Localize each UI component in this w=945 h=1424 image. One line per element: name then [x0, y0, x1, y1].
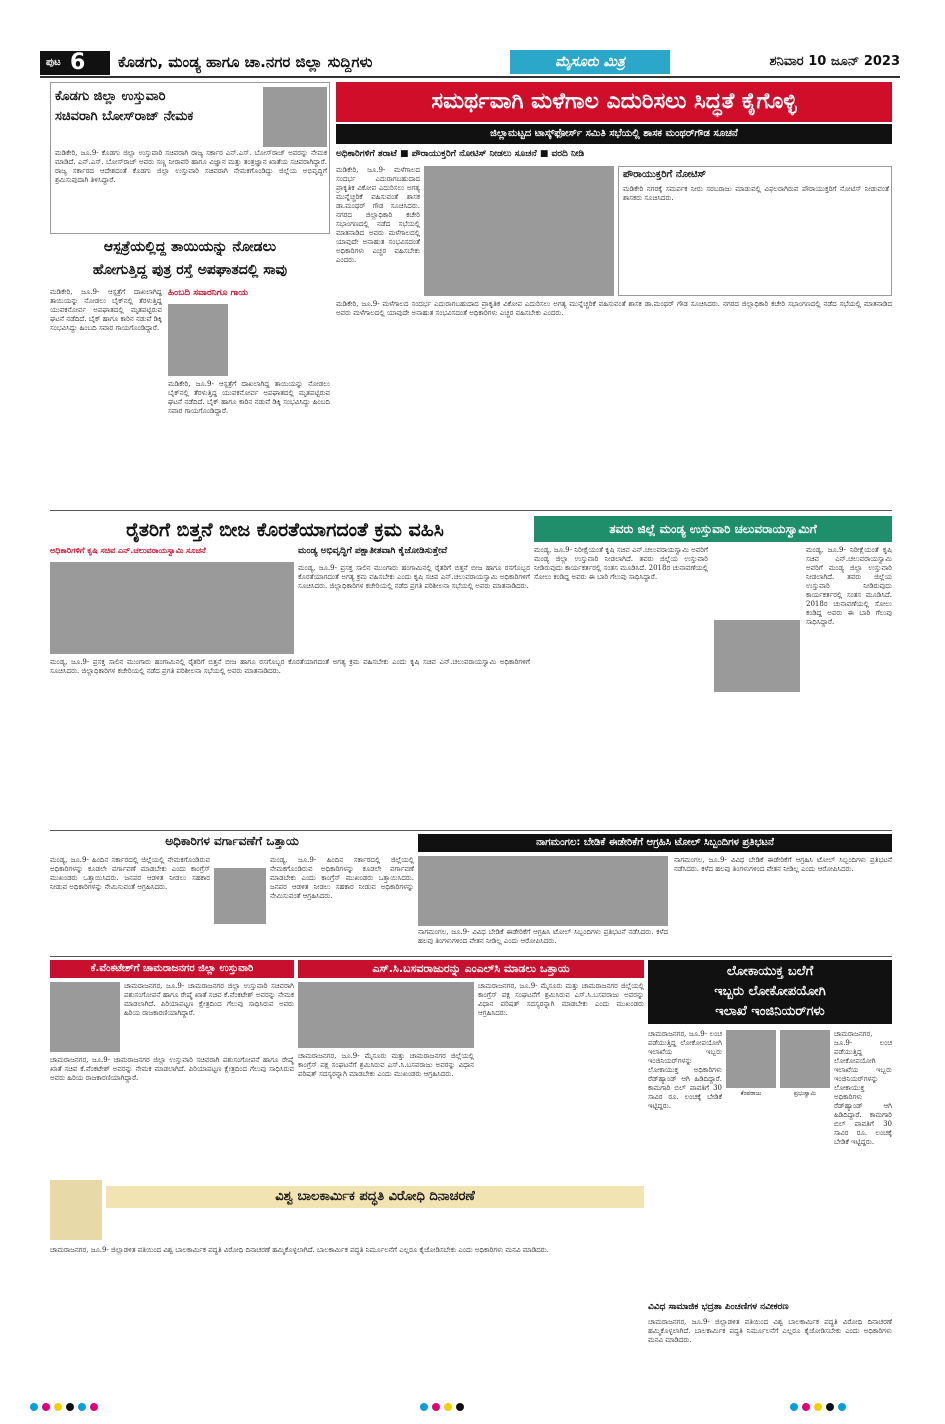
seed-meeting-photo [50, 562, 294, 654]
toll-protest-photo [418, 856, 668, 926]
tag-2: ಪೌರಾಯುಕ್ತರಿಗೆ ನೋಟಿಸ್ ನೀಡಲು ಸೂಚನೆ [411, 149, 537, 159]
kodagu-headline: ಕೊಡಗು ಜಿಲ್ಲಾ ಉಸ್ತುವಾರಿ ಸಚಿವರಾಗಿ ಬೋಸ್‌ರಾಜ್ ನೇಮಕ [55, 89, 194, 124]
lokayukta-body-2: ಚಾಮರಾಜನಗರ, ಜೂ.9- ಲಂಚ ಪಡೆಯುತ್ತಿದ್ದ ಲೋಕೋಪಯೋಗಿ ಇಲಾಖೆಯ ಇಬ್ಬರು ಇಂಜಿನಿಯರ್‌ಗಳನ್ನು ಲೋಕಾಯುಕ್ತ ಅಧಿಕಾರಿಗಳು ರೆಡ್‌ಹ್ಯಾಂಡ್ ಆಗಿ ಹಿಡಿದಿದ್ದಾರೆ. ಕಾಮಗಾರಿ ಬಿಲ್ ಪಾವತಿಗೆ 30 ಸಾವಿರ ರೂ. ಲಂಚಕ್ಕೆ ಬೇಡಿಕೆ ಇಟ್ಟಿದ್ದರು. [834, 1030, 895, 1146]
chamarajanagar-body: ಚಾಮರಾಜನಗರ, ಜೂ.9- ಚಾಮರಾಜನಗರ ಜಿಲ್ಲಾ ಉಸ್ತುವಾರಿ ಸಚಿವರಾಗಿ ಪಶುಸಂಗೋಪನೆ ಹಾಗೂ ರೇಷ್ಮೆ ಖಾತೆ ಸಚಿವ ಕೆ.ವೆಂಕಟೇಶ್ ಅವರನ್ನು ನೇಮಕ ಮಾಡಲಾಗಿದೆ. ಪಿರಿಯಾಪಟ್ಟಣ ಕ್ಷೇತ್ರದಿಂದ ಗೆಲುವು ಸಾಧಿಸಿರುವ ಅವರು ಹಿರಿಯ ರಾಜಕಾರಣಿಯಾಗಿದ್ದಾರೆ. [124, 982, 297, 1017]
page-header [40, 48, 900, 78]
lokayukta-headline: ಲೋಕಾಯುಕ್ತ ಬಲೆಗೆ ಇಬ್ಬರು ಲೋಕೋಪಯೋಗಿ ಇಲಾಖೆ ಇಂಜಿನಿಯರ್‌ಗಳು [648, 960, 892, 1024]
childlabour-headline: ವಿಶ್ವ ಬಾಲಕಾರ್ಮಿಕ ಪದ್ಧತಿ ವಿರೋಧಿ ದಿನಾಚರಣೆ [106, 1186, 644, 1208]
seed-side-title: ಮಂಡ್ಯ ಅಭಿವೃದ್ಧಿಗೆ ಪಕ್ಷಾತೀತವಾಗಿ ಕೈಜೋಡಿಸುತ್ತೇವೆ [298, 546, 448, 556]
lokayukta-body: ಚಾಮರಾಜನಗರ, ಜೂ.9- ಲಂಚ ಪಡೆಯುತ್ತಿದ್ದ ಲೋಕೋಪಯೋಗಿ ಇಲಾಖೆಯ ಇಬ್ಬರು ಇಂಜಿನಿಯರ್‌ಗಳನ್ನು ಲೋಕಾಯುಕ್ತ ಅಧಿಕಾರಿಗಳು ರೆಡ್‌ಹ್ಯಾಂಡ್ ಆಗಿ ಹಿಡಿದಿದ್ದಾರೆ. ಕಾಮಗಾರಿ ಬಿಲ್ ಪಾವತಿಗೆ 30 ಸಾವಿರ ರೂ. ಲಂಚಕ್ಕೆ ಬೇಡಿಕೆ ಇಟ್ಟಿದ್ದರು. [648, 1030, 725, 1110]
main-meeting-photo [424, 166, 614, 296]
transfer-photo [214, 868, 266, 924]
pension-body: ಚಾಮರಾಜನಗರ, ಜೂ.9- ಜಿಲ್ಲಾಡಳಿತ ವತಿಯಿಂದ ವಿಶ್ವ ಬಾಲಕಾರ್ಮಿಕ ಪದ್ಧತಿ ವಿರೋಧಿ ದಿನಾಚರಣೆ ಹಮ್ಮಿಕೊಳ್ಳಲಾಗಿದೆ. ಬಾಲಕಾರ್ಮಿಕ ಪದ್ಧತಿ ನಿರ್ಮೂಲನೆಗೆ ಎಲ್ಲರೂ ಕೈಜೋಡಿಸಬೇಕು ಎಂದು ಅಧಿಕಾರಿಗಳು ಮನವಿ ಮಾಡಿದರು. [648, 1318, 895, 1344]
mandya-incharge-photo [714, 620, 800, 692]
kodagu-article [50, 82, 330, 234]
mlc-article [298, 960, 647, 1176]
registration-dots-right [790, 1396, 930, 1408]
notice-title: ಪೌರಾಯುಕ್ತರಿಗೆ ನೋಟಿಸ್ [623, 169, 707, 180]
page-number: 6 [70, 50, 86, 75]
page-number-box [40, 51, 110, 75]
kodagu-body: ಮಡಿಕೇರಿ, ಜೂ.9- ಕೊಡಗು ಜಿಲ್ಲಾ ಉಸ್ತುವಾರಿ ಸಚಿವರಾಗಿ ರಾಜ್ಯ ಸರ್ಕಾರ ಎನ್.ಎಸ್. ಬೋಸ್‌ರಾಜ್ ಅವರನ್ನು ನೇಮಕ ಮಾಡಿದೆ. ಎನ್.ಎಸ್. ಬೋಸ್‌ರಾಜ್ ಅವರು ಸಣ್ಣ ನೀರಾವರಿ ಹಾಗೂ ವಿಜ್ಞಾನ ಮತ್ತು ತಂತ್ರಜ್ಞಾನ ಖಾತೆಯ ಸಚಿವರಾಗಿದ್ದಾರೆ. ರಾಜ್ಯ ಸರ್ಕಾರದ ಆದೇಶದಂತೆ ಕೊಡಗು ಜಿಲ್ಲಾ ಉಸ್ತುವಾರಿ ಸಚಿವರಾಗಿ ನೇಮಕಗೊಂಡಿದ್ದು ಜಿಲ್ಲೆಯ ಅಭಿವೃದ್ಧಿಗೆ ಶ್ರಮಿಸುವುದಾಗಿ ತಿಳಿಸಿದ್ದಾರೆ. [55, 149, 330, 184]
transfer-body: ಮಂಡ್ಯ, ಜೂ.9- ಹಿಂದಿನ ಸರ್ಕಾರದಲ್ಲಿ ಜಿಲ್ಲೆಯಲ್ಲಿ ನೇಮಕಗೊಂಡಿರುವ ಅಧಿಕಾರಿಗಳನ್ನು ಕೂಡಲೇ ವರ್ಗಾವಣೆ ಮಾಡಬೇಕು ಎಂದು ಕಾಂಗ್ರೆಸ್ ಮುಖಂಡರು ಒತ್ತಾಯಿಸಿದರು. ಜನಪರ ಆಡಳಿತ ನೀಡಲು ಸಹಕಾರ ನೀಡುವ ಅಧಿಕಾರಿಗಳನ್ನು ನೇಮಿಸುವಂತೆ ಆಗ್ರಹಿಸಿದರು. [50, 856, 213, 891]
section-title: ಕೊಡಗು, ಮಂಡ್ಯ ಹಾಗೂ ಚಾ.ನಗರ ಜಿಲ್ಲಾ ಸುದ್ದಿಗಳು [118, 53, 373, 71]
tag-3: ವರದಿ ನೀಡಿ [551, 149, 585, 159]
toll-headline: ನಾಗಮಂಗಲ: ಬೇಡಿಕೆ ಈಡೇರಿಕೆಗೆ ಆಗ್ರಹಿಸಿ ಟೋಲ್ ಸಿಬ್ಬಂದಿಗಳ ಪ್ರತಿಭಟನೆ [418, 834, 892, 852]
main-body-columns: ಮಡಿಕೇರಿ, ಜೂ.9- ಮಳೆಗಾಲದ ಸಂದರ್ಭ ಎದುರಾಗಬಹುದಾದ ಪ್ರಾಕೃತಿಕ ವಿಕೋಪ ಎದುರಿಸಲು ಅಗತ್ಯ ಮುನ್ನೆಚ್ಚರಿಕೆ ವಹಿಸುವಂತೆ ಶಾಸಕ ಡಾ.ಮಂಥರ್ ಗೌಡ ಸೂಚಿಸಿದರು. ನಗರದ ಜಿಲ್ಲಾಧಿಕಾರಿ ಕಚೇರಿ ಸಭಾಂಗಣದಲ್ಲಿ ನಡೆದ ಸಭೆಯಲ್ಲಿ ಮಾತನಾಡಿದ ಅವರು ಮಳೆಗಾಲದಲ್ಲಿ ಯಾವುದೇ ಅನಾಹುತ ಸಂಭವಿಸದಂತೆ ಅಧಿಕಾರಿಗಳು ಎಚ್ಚರ ವಹಿಸಬೇಕು ಎಂದರು. [336, 300, 895, 317]
divider-3 [50, 956, 892, 957]
seed-body: ಮಂಡ್ಯ, ಜೂ.9- ಪ್ರಸಕ್ತ ಸಾಲಿನ ಮುಂಗಾರು ಹಂಗಾಮಿನಲ್ಲಿ ರೈತರಿಗೆ ಬಿತ್ತನೆ ಬೀಜ ಹಾಗೂ ರಸಗೊಬ್ಬರ ಕೊರತೆಯಾಗದಂತೆ ಅಗತ್ಯ ಕ್ರಮ ವಹಿಸಬೇಕು ಎಂದು ಕೃಷಿ ಸಚಿವ ಎನ್.ಚಲುವರಾಯಸ್ವಾಮಿ ಅಧಿಕಾರಿಗಳಿಗೆ ಸೂಚಿಸಿದರು. ಜಿಲ್ಲಾಧಿಕಾರಿಗಳ ಕಚೇರಿಯಲ್ಲಿ ನಡೆದ ಪ್ರಗತಿ ಪರಿಶೀಲನಾ ಸಭೆಯಲ್ಲಿ ಅವರು ಮಾತನಾಡಿದರು. [50, 658, 533, 675]
accident-headline: ಆಸ್ಪತ್ರೆಯಲ್ಲಿದ್ದ ತಾಯಿಯನ್ನು ನೋಡಲು ಹೋಗುತ್ತಿದ್ದ ಪುತ್ರ ರಸ್ತೆ ಅಪಘಾತದಲ್ಲಿ ಸಾವು [92, 239, 288, 278]
lokayukta-article [648, 960, 895, 1300]
masthead: ಮೈಸೂರು ಮಿತ್ರ [510, 50, 670, 74]
mlc-body: ಚಾಮರಾಜನಗರ, ಜೂ.9- ಮೈಸೂರು ಮತ್ತು ಚಾಮರಾಜನಗರ ಜಿಲ್ಲೆಯಲ್ಲಿ ಕಾಂಗ್ರೆಸ್ ಪಕ್ಷ ಸಂಘಟನೆಗೆ ಶ್ರಮಿಸಿರುವ ಎಸ್.ಸಿ.ಬಸವರಾಜು ಅವರನ್ನು ವಿಧಾನ ಪರಿಷತ್ ಸದಸ್ಯರನ್ನಾಗಿ ಮಾಡಬೇಕು ಎಂದು ಮುಖಂಡರು ಆಗ್ರಹಿಸಿದರು. [478, 982, 647, 1017]
mlc-photo [298, 982, 474, 1048]
accident-body: ಮಡಿಕೇರಿ, ಜೂ.9- ಆಸ್ಪತ್ರೆಗೆ ದಾಖಲಾಗಿದ್ದ ತಾಯಿಯನ್ನು ನೋಡಲು ಬೈಕ್‌ನಲ್ಲಿ ತೆರಳುತ್ತಿದ್ದ ಯುವಕನೋರ್ವ ಅಪಘಾತದಲ್ಲಿ ಮೃತಪಟ್ಟಿರುವ ಘಟನೆ ನಡೆದಿದೆ. ಬೈಕ್ ಹಾಗೂ ಕಾರಿನ ನಡುವೆ ಡಿಕ್ಕಿ ಸಂಭವಿಸಿದ್ದು ಹಿಂಬದಿ ಸವಾರ ಗಾಯಗೊಂಡಿದ್ದಾರೆ. [50, 288, 165, 332]
lokayukta-caption-1: ಕೆಂಪರಾಜು [740, 1090, 762, 1097]
tag-1: ಅಧಿಕಾರಿಗಳಿಗೆ ತರಾಟೆ [336, 149, 397, 159]
seed-side-body: ಮಂಡ್ಯ, ಜೂ.9- ಪ್ರಸಕ್ತ ಸಾಲಿನ ಮುಂಗಾರು ಹಂಗಾಮಿನಲ್ಲಿ ರೈತರಿಗೆ ಬಿತ್ತನೆ ಬೀಜ ಹಾಗೂ ರಸಗೊಬ್ಬರ ಕೊರತೆಯಾಗದಂತೆ ಅಗತ್ಯ ಕ್ರಮ ವಹಿಸಬೇಕು ಎಂದು ಕೃಷಿ ಸಚಿವ ಎನ್.ಚಲುವರಾಯಸ್ವಾಮಿ ಅಧಿಕಾರಿಗಳಿಗೆ ಸೂಚಿಸಿದರು. ಜಿಲ್ಲಾಧಿಕಾರಿಗಳ ಕಚೇರಿಯಲ್ಲಿ ನಡೆದ ಪ್ರಗತಿ ಪರಿಶೀಲನಾ ಸಭೆಯಲ್ಲಿ ಅವರು ಮಾತನಾಡಿದರು. [298, 564, 533, 590]
accident-body-2: ಮಡಿಕೇರಿ, ಜೂ.9- ಆಸ್ಪತ್ರೆಗೆ ದಾಖಲಾಗಿದ್ದ ತಾಯಿಯನ್ನು ನೋಡಲು ಬೈಕ್‌ನಲ್ಲಿ ತೆರಳುತ್ತಿದ್ದ ಯುವಕನೋರ್ವ ಅಪಘಾತದಲ್ಲಿ ಮೃತಪಟ್ಟಿರುವ ಘಟನೆ ನಡೆದಿದೆ. ಬೈಕ್ ಹಾಗೂ ಕಾರಿನ ನಡುವೆ ಡಿಕ್ಕಿ ಸಂಭವಿಸಿದ್ದು ಹಿಂಬದಿ ಸವಾರ ಗಾಯಗೊಂಡಿದ್ದಾರೆ. [168, 380, 333, 415]
toll-body: ನಾಗಮಂಗಲ, ಜೂ.9- ವಿವಿಧ ಬೇಡಿಕೆ ಈಡೇರಿಕೆಗೆ ಆಗ್ರಹಿಸಿ ಟೋಲ್ ಸಿಬ್ಬಂದಿಗಳು ಪ್ರತಿಭಟನೆ ನಡೆಸಿದರು. ಕಳೆದ ಹಲವು ತಿಂಗಳುಗಳಿಂದ ವೇತನ ನೀಡಿಲ್ಲ ಎಂದು ಆರೋಪಿಸಿದರು. [674, 856, 895, 873]
lokayukta-caption-2: ಪ್ರಭುಸ್ವಾಮಿ [793, 1090, 817, 1097]
toll-article [418, 834, 895, 954]
chamarajanagar-body-2: ಚಾಮರಾಜನಗರ, ಜೂ.9- ಚಾಮರಾಜನಗರ ಜಿಲ್ಲಾ ಉಸ್ತುವಾರಿ ಸಚಿವರಾಗಿ ಪಶುಸಂಗೋಪನೆ ಹಾಗೂ ರೇಷ್ಮೆ ಖಾತೆ ಸಚಿವ ಕೆ.ವೆಂಕಟೇಶ್ ಅವರನ್ನು ನೇಮಕ ಮಾಡಲಾಗಿದೆ. ಪಿರಿಯಾಪಟ್ಟಣ ಕ್ಷೇತ್ರದಿಂದ ಗೆಲುವು ಸಾಧಿಸಿರುವ ಅವರು ಹಿರಿಯ ರಾಜಕಾರಣಿಯಾಗಿದ್ದಾರೆ. [50, 1056, 297, 1082]
kodagu-photo [263, 87, 327, 147]
divider-1 [50, 510, 892, 511]
chamarajanagar-headline: ಕೆ.ವೆಂಕಟೇಶ್‌ಗೆ ಚಾಮರಾಜನಗರ ಜಿಲ್ಲಾ ಉಸ್ತುವಾರಿ [50, 960, 294, 978]
mandya-incharge-body: ಮಂಡ್ಯ, ಜೂ.9- ನಿರೀಕ್ಷೆಯಂತೆ ಕೃಷಿ ಸಚಿವ ಎನ್.ಚಲುವರಾಯಸ್ವಾಮಿ ಅವರಿಗೆ ಮಂಡ್ಯ ಜಿಲ್ಲಾ ಉಸ್ತುವಾರಿ ನೀಡಲಾಗಿದೆ. ತವರು ಜಿಲ್ಲೆಯ ಉಸ್ತುವಾರಿ ನೀಡಿರುವುದು ಕಾರ್ಯಕರ್ತರಲ್ಲಿ ಸಂತಸ ಮೂಡಿಸಿದೆ. 2018ರ ಚುನಾವಣೆಯಲ್ಲಿ ಸೋಲು ಕಂಡಿದ್ದ ಅವರು ಈ ಬಾರಿ ಗೆಲುವು ಸಾಧಿಸಿದ್ದಾರೆ. [534, 546, 711, 581]
accident-sub: ಹಿಂಬದಿ ಸವಾರನಿಗೂ ಗಾಯ [168, 288, 249, 298]
lokayukta-photo-1 [726, 1030, 776, 1088]
accident-article [50, 236, 333, 506]
transfer-headline: ಅಧಿಕಾರಿಗಳ ವರ್ಗಾವಣೆಗೆ ಒತ್ತಾಯ [165, 834, 299, 848]
main-subbanner: ಜಿಲ್ಲಾಮಟ್ಟದ ಟಾಸ್ಕ್‌ಫೋರ್ಸ್ ಸಮಿತಿ ಸಭೆಯಲ್ಲಿ ಶಾಸಕ ಮಂಥರ್‌ಗೌಡ ಸೂಚನೆ [336, 124, 892, 144]
issue-date: ಶನಿವಾರ 10 ಜೂನ್ 2023 [769, 54, 900, 69]
registration-dots-center [420, 1396, 530, 1408]
main-banner: ಸಮರ್ಥವಾಗಿ ಮಳೆಗಾಲ ಎದುರಿಸಲು ಸಿದ್ಧತೆ ಕೈಗೊಳ್ಳಿ [336, 82, 892, 122]
mandya-incharge-article [534, 516, 895, 826]
seed-sub: ಅಧಿಕಾರಿಗಳಿಗೆ ಕೃಷಿ ಸಚಿವ ಎನ್.ಚಲುವರಾಯಸ್ವಾಮಿ ಸೂಚನೆ [50, 546, 206, 555]
page-label: ಪುಟ [46, 57, 61, 68]
childlabour-body: ಚಾಮರಾಜನಗರ, ಜೂ.9- ಜಿಲ್ಲಾಡಳಿತ ವತಿಯಿಂದ ವಿಶ್ವ ಬಾಲಕಾರ್ಮಿಕ ಪದ್ಧತಿ ವಿರೋಧಿ ದಿನಾಚರಣೆ ಹಮ್ಮಿಕೊಳ್ಳಲಾಗಿದೆ. ಬಾಲಕಾರ್ಮಿಕ ಪದ್ಧತಿ ನಿರ್ಮೂಲನೆಗೆ ಎಲ್ಲರೂ ಕೈಜೋಡಿಸಬೇಕು ಎಂದು ಅಧಿಕಾರಿಗಳು ಮನವಿ ಮಾಡಿದರು. [50, 1246, 549, 1254]
transfer-article [50, 834, 417, 954]
accident-victim-photo [168, 304, 228, 376]
childlabour-article [50, 1180, 644, 1380]
main-tags: ಅಧಿಕಾರಿಗಳಿಗೆ ತರಾಟೆ ■ ಪೌರಾಯುಕ್ತರಿಗೆ ನೋಟಿಸ್ ನೀಡಲು ಸೂಚನೆ ■ ವರದಿ ನೀಡಿ [336, 149, 585, 159]
transfer-body-2: ಮಂಡ್ಯ, ಜೂ.9- ಹಿಂದಿನ ಸರ್ಕಾರದಲ್ಲಿ ಜಿಲ್ಲೆಯಲ್ಲಿ ನೇಮಕಗೊಂಡಿರುವ ಅಧಿಕಾರಿಗಳನ್ನು ಕೂಡಲೇ ವರ್ಗಾವಣೆ ಮಾಡಬೇಕು ಎಂದು ಕಾಂಗ್ರೆಸ್ ಮುಖಂಡರು ಒತ್ತಾಯಿಸಿದರು. ಜನಪರ ಆಡಳಿತ ನೀಡಲು ಸಹಕಾರ ನೀಡುವ ಅಧಿಕಾರಿಗಳನ್ನು ನೇಮಿಸುವಂತೆ ಆಗ್ರಹಿಸಿದರು. [270, 856, 417, 900]
childlabour-illustration [50, 1180, 102, 1240]
mandya-incharge-headline: ತವರು ಜಿಲ್ಲೆ ಮಂಡ್ಯ ಉಸ್ತುವಾರಿ ಚಲುವರಾಯಸ್ವಾಮಿಗೆ [534, 516, 892, 542]
notice-body: ಮಡಿಕೇರಿ ನಗರಕ್ಕೆ ಸಮರ್ಪಕ ನೀರು ಸರಬರಾಜು ಮಾಡುವಲ್ಲಿ ವಿಫಲರಾಗಿರುವ ಪೌರಾಯುಕ್ತರಿಗೆ ನೋಟಿಸ್ ನೀಡುವಂತೆ ಶಾಸಕರು ಸೂಚಿಸಿದರು. [623, 185, 892, 202]
registration-dots-left [30, 1396, 190, 1408]
toll-body-2: ನಾಗಮಂಗಲ, ಜೂ.9- ವಿವಿಧ ಬೇಡಿಕೆ ಈಡೇರಿಕೆಗೆ ಆಗ್ರಹಿಸಿ ಟೋಲ್ ಸಿಬ್ಬಂದಿಗಳು ಪ್ರತಿಭಟನೆ ನಡೆಸಿದರು. ಕಳೆದ ಹಲವು ತಿಂಗಳುಗಳಿಂದ ವೇತನ ನೀಡಿಲ್ಲ ಎಂದು ಆರೋಪಿಸಿದರು. [418, 928, 671, 945]
chamarajanagar-article [50, 960, 297, 1176]
mlc-headline: ಎಸ್.ಸಿ.ಬಸವರಾಜುರನ್ನು ಎಂಎಲ್‌ಸಿ ಮಾಡಲು ಒತ್ತಾಯ [298, 960, 644, 978]
pension-headline: ವಿವಿಧ ಸಾಮಾಜಿಕ ಭದ್ರತಾ ಪಿಂಚಣಿಗಳ ನವೀಕರಣ [648, 1302, 789, 1312]
mlc-body-2: ಚಾಮರಾಜನಗರ, ಜೂ.9- ಮೈಸೂರು ಮತ್ತು ಚಾಮರಾಜನಗರ ಜಿಲ್ಲೆಯಲ್ಲಿ ಕಾಂಗ್ರೆಸ್ ಪಕ್ಷ ಸಂಘಟನೆಗೆ ಶ್ರಮಿಸಿರುವ ಎಸ್.ಸಿ.ಬಸವರಾಜು ಅವರನ್ನು ವಿಧಾನ ಪರಿಷತ್ ಸದಸ್ಯರನ್ನಾಗಿ ಮಾಡಬೇಕು ಎಂದು ಮುಖಂಡರು ಆಗ್ರಹಿಸಿದರು. [298, 1052, 477, 1078]
lokayukta-photo-2 [780, 1030, 830, 1088]
seed-headline: ರೈತರಿಗೆ ಬಿತ್ತನೆ ಬೀಜ ಕೊರತೆಯಾಗದಂತೆ ಕ್ರಮ ವಹಿಸಿ [126, 519, 444, 541]
main-body-intro: ಮಡಿಕೇರಿ, ಜೂ.9- ಮಳೆಗಾಲದ ಸಂದರ್ಭ ಎದುರಾಗಬಹುದಾದ ಪ್ರಾಕೃತಿಕ ವಿಕೋಪ ಎದುರಿಸಲು ಅಗತ್ಯ ಮುನ್ನೆಚ್ಚರಿಕೆ ವಹಿಸುವಂತೆ ಶಾಸಕ ಡಾ.ಮಂಥರ್ ಗೌಡ ಸೂಚಿಸಿದರು. ನಗರದ ಜಿಲ್ಲಾಧಿಕಾರಿ ಕಚೇರಿ ಸಭಾಂಗಣದಲ್ಲಿ ನಡೆದ ಸಭೆಯಲ್ಲಿ ಮಾತನಾಡಿದ ಅವರು ಮಳೆಗಾಲದಲ್ಲಿ ಯಾವುದೇ ಅನಾಹುತ ಸಂಭವಿಸದಂತೆ ಅಧಿಕಾರಿಗಳು ಎಚ್ಚರ ವಹಿಸಬೇಕು ಎಂದರು. [336, 166, 423, 264]
pension-article [648, 1302, 895, 1380]
mandya-incharge-body-2: ಮಂಡ್ಯ, ಜೂ.9- ನಿರೀಕ್ಷೆಯಂತೆ ಕೃಷಿ ಸಚಿವ ಎನ್.ಚಲುವರಾಯಸ್ವಾಮಿ ಅವರಿಗೆ ಮಂಡ್ಯ ಜಿಲ್ಲಾ ಉಸ್ತುವಾರಿ ನೀಡಲಾಗಿದೆ. ತವರು ಜಿಲ್ಲೆಯ ಉಸ್ತುವಾರಿ ನೀಡಿರುವುದು ಕಾರ್ಯಕರ್ತರಲ್ಲಿ ಸಂತಸ ಮೂಡಿಸಿದೆ. 2018ರ ಚುನಾವಣೆಯಲ್ಲಿ ಸೋಲು ಕಂಡಿದ್ದ ಅವರು ಈ ಬಾರಿ ಗೆಲುವು ಸಾಧಿಸಿದ್ದಾರೆ. [806, 546, 895, 626]
notice-box [618, 166, 892, 296]
chamarajanagar-photo [50, 982, 120, 1052]
divider-2 [50, 830, 892, 831]
